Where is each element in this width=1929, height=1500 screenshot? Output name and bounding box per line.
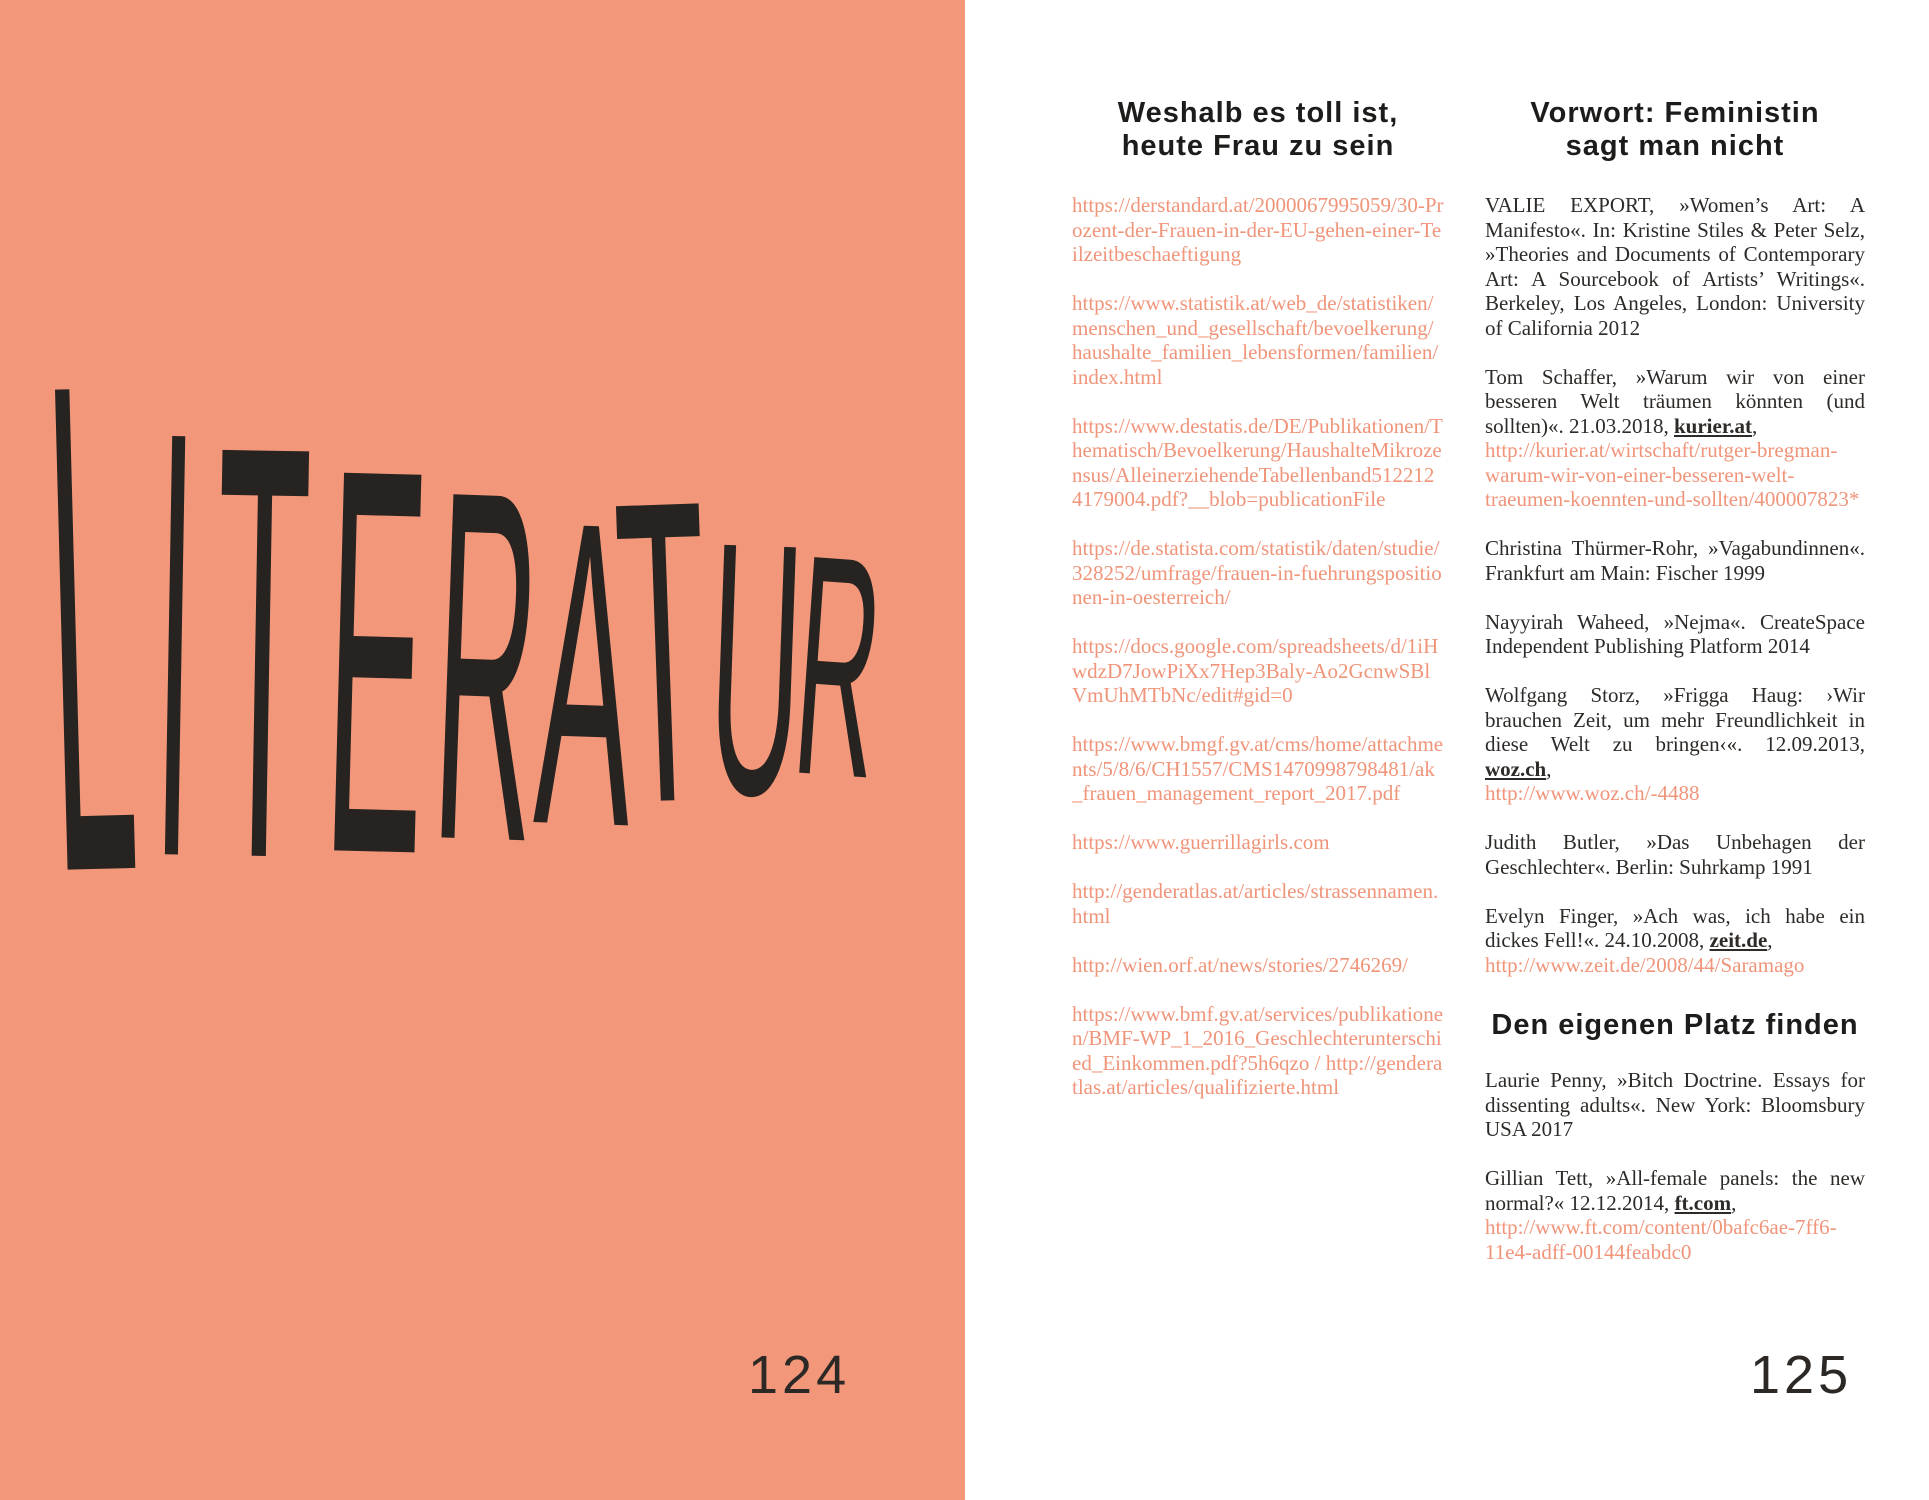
literatur-letter: L xyxy=(38,238,145,1020)
reference-link: http://kurier.at/wirtschaft/rutger-bregman-warum-wir-von-einer-besseren-welt-traeumen-koennten-und-sollten/400007823* xyxy=(1485,438,1860,511)
reference-url: https://derstandard.at/2000067995059/30-Prozent-der-Frauen-in-der-EU-gehen-einer-Teilzeitbeschaeftigung xyxy=(1072,193,1444,266)
reference-link: http://www.ft.com/content/0bafc6ae-7ff6-11e4-adff-00144feabdc0 xyxy=(1485,1215,1837,1264)
literatur-letter: U xyxy=(703,467,809,873)
reference-url: https://www.bmf.gv.at/services/publikationen/BMF-WP_1_2016_Geschlechterunterschied_Einkommen.pdf?5h6qzo / http://genderatlas.at/articles/qualifizierte.html xyxy=(1072,1001,1444,1099)
reference-entry xyxy=(1485,1166,1865,1264)
reference-entry xyxy=(1485,830,1865,879)
reference-url: http://genderatlas.at/articles/strassennamen.html xyxy=(1072,879,1439,928)
references-column xyxy=(1485,97,1865,1289)
refs-heading-line1: Vorwort: Feministin xyxy=(1530,97,1820,129)
reference-url: https://www.statistik.at/web_de/statistiken/menschen_und_gesellschaft/bevoelkerung/haushalte_familien_lebensformen/familien/index.html xyxy=(1072,291,1439,389)
refs-heading-line2: sagt man nicht xyxy=(1565,130,1785,162)
reference-entry xyxy=(1485,683,1865,806)
reference-entry xyxy=(1485,193,1865,340)
reference-url: https://de.statista.com/statistik/daten/studie/328252/umfrage/frauen-in-fuehrungspositionen-in-oesterreich/ xyxy=(1072,536,1442,609)
reference-text: Tom Schaffer, »Warum wir von einer besseren Welt träumen könnten (und sollten)«. 21.03.2018, xyxy=(1485,364,1865,438)
literatur-letter: T xyxy=(609,410,716,895)
reference-url: https://www.bmgf.gv.at/cms/home/attachments/5/8/6/CH1557/CMS1470998798481/ak_frauen_management_report_2017.pdf xyxy=(1072,732,1444,805)
reference-text: Wolfgang Storz, »Frigga Haug: ›Wir brauchen Zeit, um mehr Freundlichkeit in diese Welt zu bringen‹«. 12.09.2013, xyxy=(1485,683,1865,756)
url-list xyxy=(1072,193,1444,1100)
reference-domain: ft.com xyxy=(1674,1190,1732,1215)
reference-text: , xyxy=(1767,928,1773,952)
literatur-letter: R xyxy=(785,489,892,846)
page-number-right: 125 xyxy=(1750,1345,1853,1405)
reference-text: Nayyirah Waheed, »Nejma«. CreateSpace Independent Publishing Platform 2014 xyxy=(1485,609,1865,658)
reference-url: http://wien.orf.at/news/stories/2746269/ xyxy=(1072,952,1408,977)
reference-entry xyxy=(1485,365,1865,512)
reference-text: Judith Butler, »Das Unbehagen der Geschlechter«. Berlin: Suhrkamp 1991 xyxy=(1485,830,1865,879)
links-column-heading xyxy=(1072,97,1444,163)
reference-text: , xyxy=(1546,756,1552,781)
reference-link: http://www.woz.ch/-4488 xyxy=(1485,781,1700,805)
reference-text: Evelyn Finger, »Ach was, ich habe ein dickes Fell!«. 24.10.2008, xyxy=(1485,903,1865,952)
reference-domain: kurier.at xyxy=(1674,413,1752,438)
reference-entry xyxy=(1485,610,1865,659)
reference-entry xyxy=(1485,904,1865,978)
links-heading-line2: heute Frau zu sein xyxy=(1121,130,1395,162)
reference-entry xyxy=(1485,536,1865,585)
literatur-letter: A xyxy=(529,431,642,918)
reference-text: , xyxy=(1751,413,1758,438)
reference-sections xyxy=(1485,193,1865,1264)
reference-text: , xyxy=(1731,1190,1737,1215)
reference-url: https://www.guerrillagirls.com xyxy=(1072,830,1330,854)
reference-text: Christina Thürmer-Rohr, »Vagabundinnen«. Frankfurt am Main: Fischer 1999 xyxy=(1485,536,1865,585)
reference-text: VALIE EXPORT, »Women’s Art: A Manifesto«. In: Kristine Stiles & Peter Selz, »Theories and Documents of Contemporary Art: A Sourcebook of Artists’ Writings«. Berkeley, Los Angeles, London: University of California 2012 xyxy=(1485,193,1865,340)
page-right-literatur-list xyxy=(965,0,1929,1500)
literatur-letter: I xyxy=(149,305,201,985)
reference-url: https://docs.google.com/spreadsheets/d/1iHwdzD7JowPiXx7Hep3Baly-Ao2GcnwSBlVmUhMTbNc/edit#gid=0 xyxy=(1072,634,1439,707)
links-column xyxy=(1072,97,1444,1124)
literatur-letter: R xyxy=(426,385,547,947)
page-number-left: 124 xyxy=(748,1345,851,1405)
reference-text: Laurie Penny, »Bitch Doctrine. Essays for dissenting adults«. New York: Bloomsbury USA 2017 xyxy=(1485,1068,1865,1141)
reference-domain: zeit.de xyxy=(1709,928,1768,952)
reference-link: http://www.zeit.de/2008/44/Saramago xyxy=(1485,952,1805,977)
reference-domain: woz.ch xyxy=(1485,756,1547,781)
literatur-letter: T xyxy=(209,322,315,983)
links-heading-line1: Weshalb es toll ist, xyxy=(1117,97,1399,129)
reference-url: https://www.destatis.de/DE/Publikationen/Thematisch/Bevoelkerung/HaushalteMikrozensus/AlleinerziehendeTabellenband5122124179004.pdf?__blob=publicationFile xyxy=(1072,413,1443,511)
reference-text: Gillian Tett, »All-female panels: the new normal?« 12.12.2014, xyxy=(1485,1166,1865,1215)
section-subheading: Den eigenen Platz finden xyxy=(1491,1009,1859,1041)
reference-entry xyxy=(1485,1068,1865,1142)
refs-column-heading xyxy=(1485,97,1865,163)
literatur-letter: E xyxy=(318,354,434,970)
